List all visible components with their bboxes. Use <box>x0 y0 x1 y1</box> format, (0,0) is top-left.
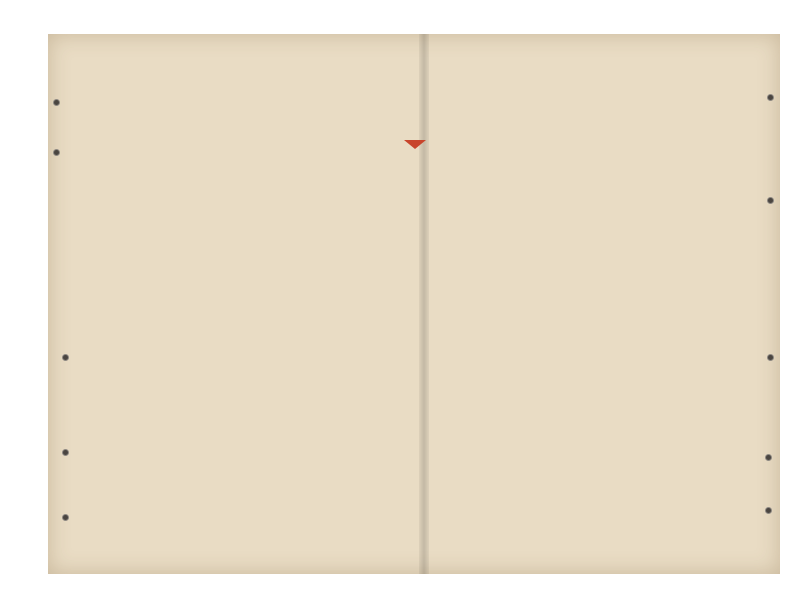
punch-hole <box>768 355 773 360</box>
punch-hole <box>54 100 59 105</box>
punch-hole <box>766 455 771 460</box>
punch-hole <box>63 355 68 360</box>
punch-hole <box>63 515 68 520</box>
punch-hole <box>54 150 59 155</box>
punch-hole <box>768 95 773 100</box>
punch-hole <box>766 508 771 513</box>
punch-hole <box>768 198 773 203</box>
punch-hole <box>63 450 68 455</box>
